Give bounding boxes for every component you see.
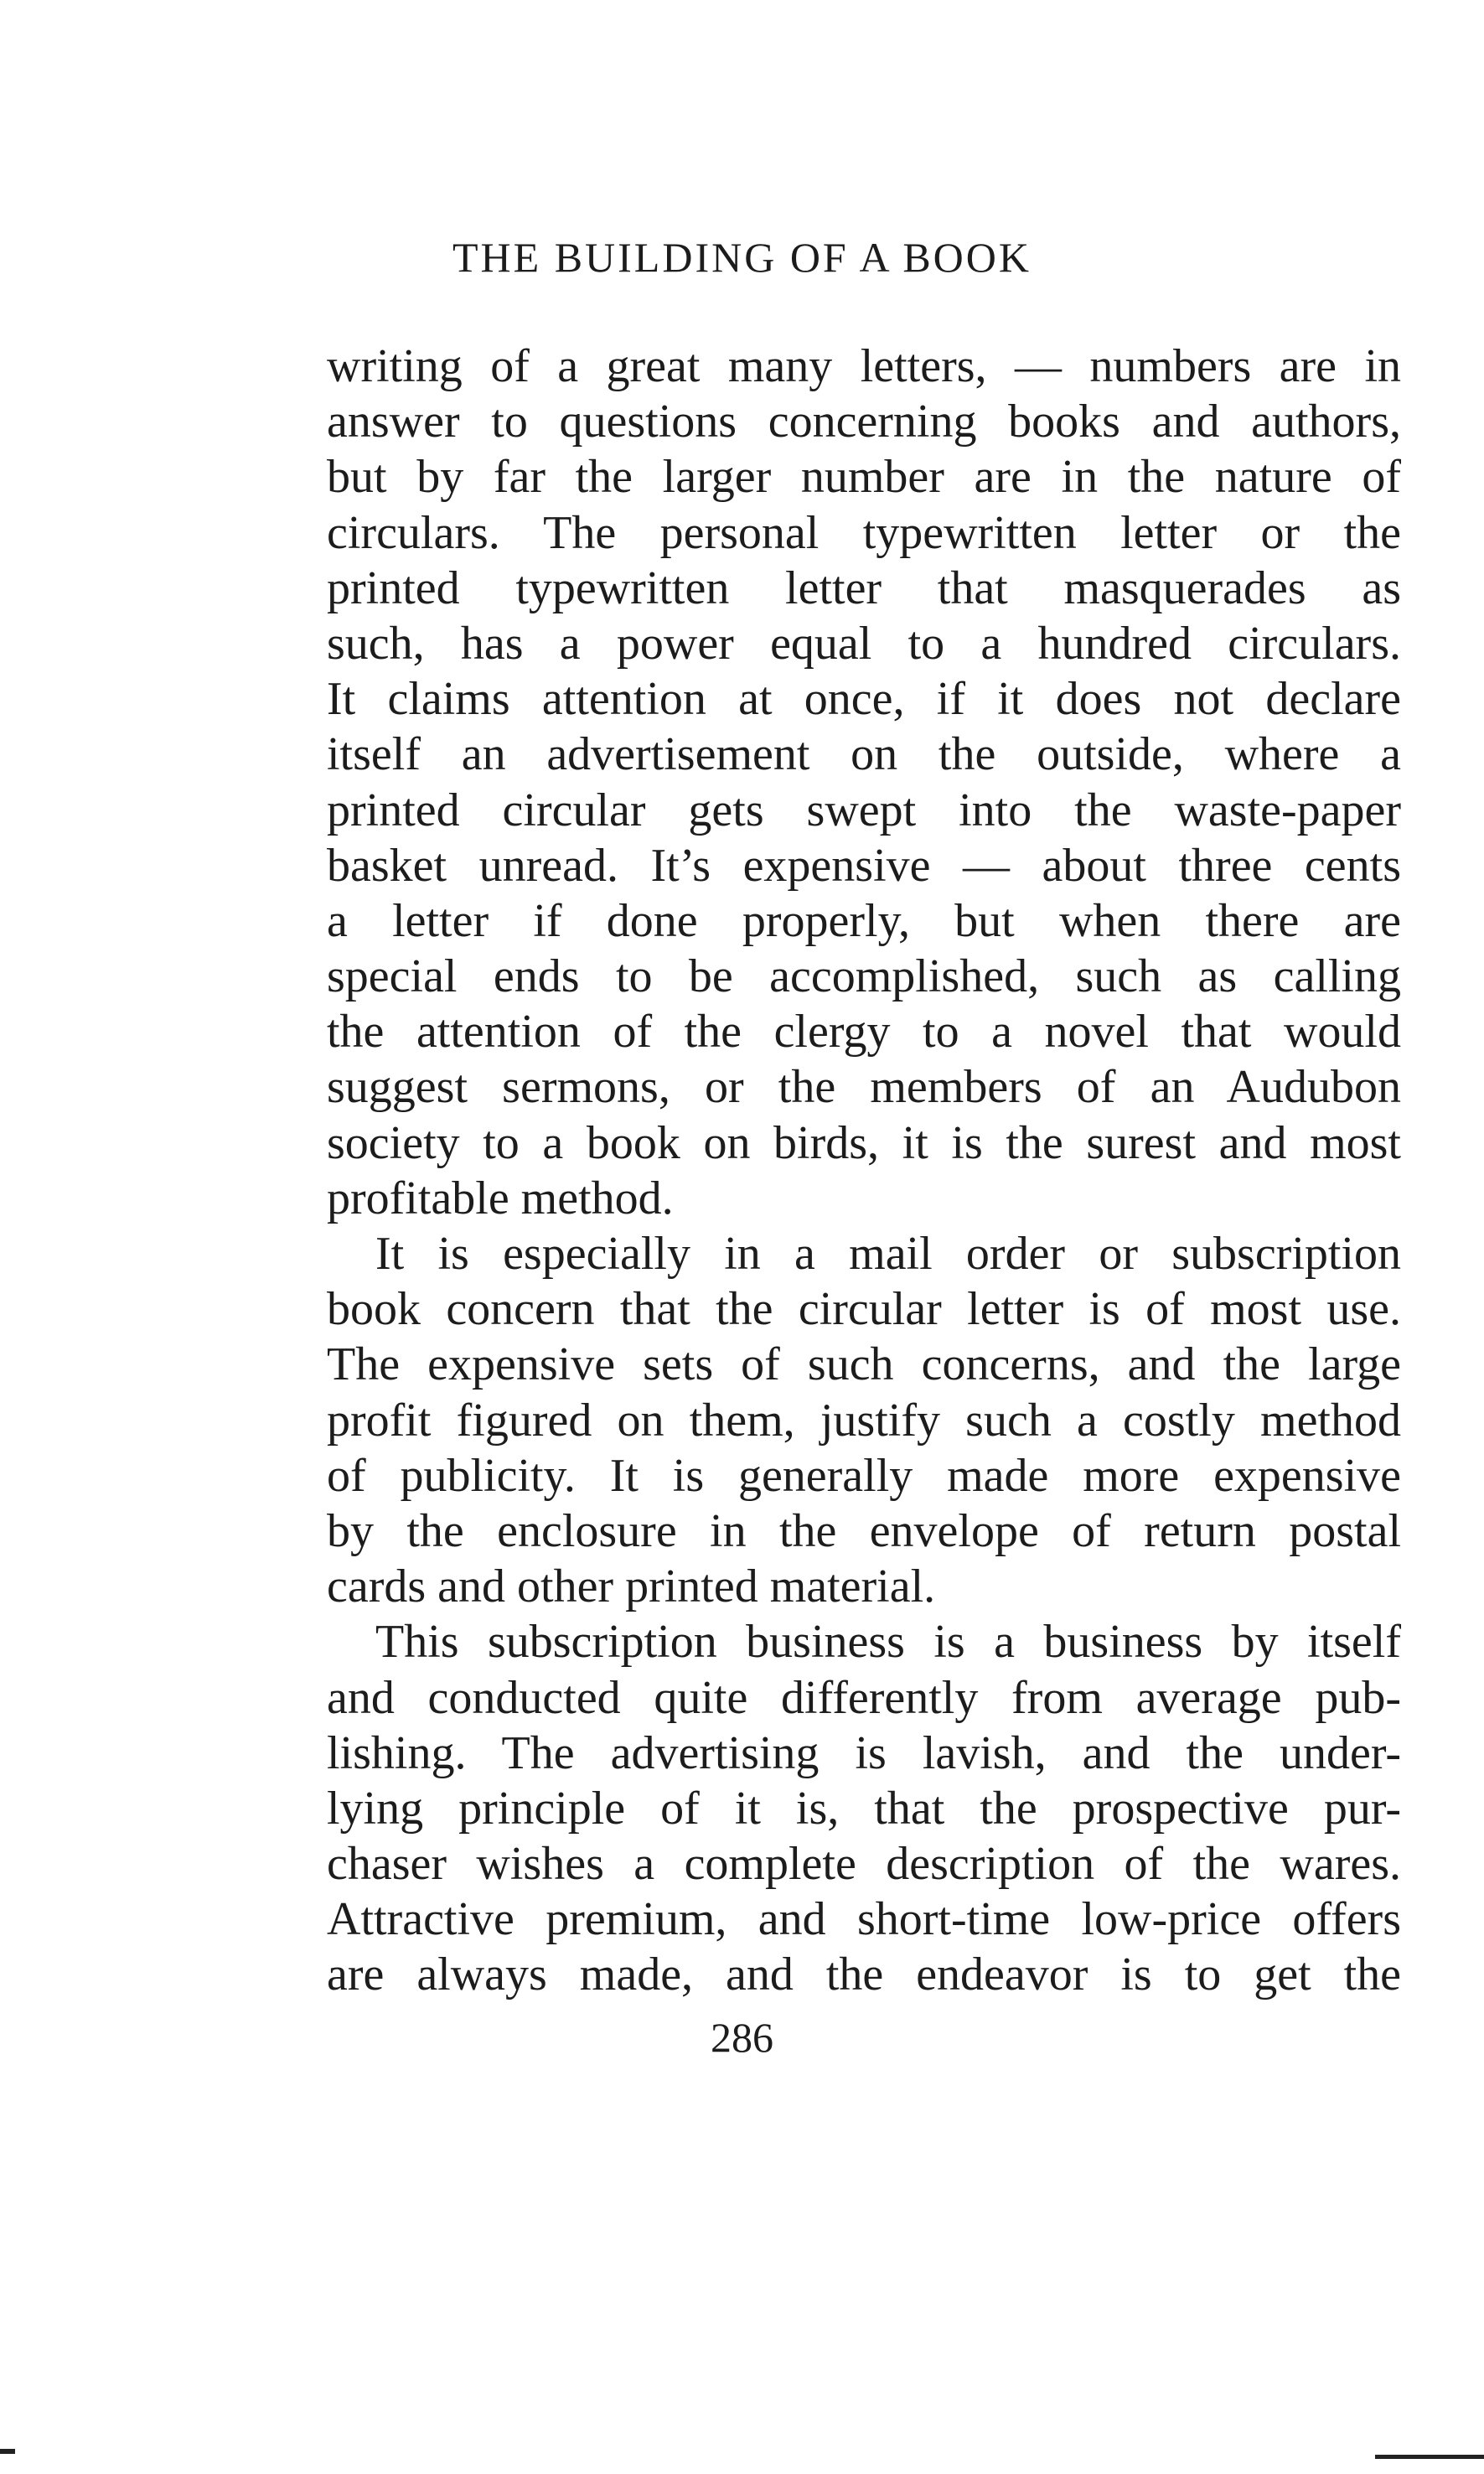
text-line: It claims attention at once, if it does not declare — [327, 673, 1401, 726]
text-line: such, has a power equal to a hundred circulars. — [327, 617, 1401, 670]
text-line: society to a book on birds, it is the surest and most — [327, 1116, 1401, 1169]
text-line: by the enclosure in the envelope of return postal — [327, 1504, 1401, 1557]
text-line: writing of a great many letters, — numbers are in — [327, 340, 1401, 392]
body-text — [327, 339, 1401, 2003]
text-line: suggest sermons, or the members of an Audubon — [327, 1061, 1401, 1114]
text-line: circulars. The personal typewritten letter or the — [327, 506, 1401, 559]
scan-edge-mark-right — [1375, 2455, 1484, 2459]
text-line: special ends to be accomplished, such as calling — [327, 950, 1401, 1003]
scan-edge-mark-left — [0, 2449, 15, 2454]
text-line: printed circular gets swept into the waste-paper — [327, 784, 1401, 836]
text-line: profit figured on them, justify such a costly method — [327, 1394, 1401, 1447]
text-line: book concern that the circular letter is of most use. — [327, 1283, 1401, 1336]
text-line: lishing. The advertising is lavish, and the under- — [327, 1726, 1401, 1779]
text-line: cards and other printed material. — [327, 1560, 936, 1613]
text-line: Attractive premium, and short-time low-price offers — [327, 1893, 1401, 1946]
text-line: The expensive sets of such concerns, and the large — [327, 1338, 1401, 1391]
text-line: This subscription business is a business by itself — [375, 1616, 1401, 1669]
text-line: a letter if done properly, but when there are — [327, 894, 1401, 947]
text-line: are always made, and the endeavor is to get the — [327, 1949, 1401, 2001]
text-line: answer to questions concerning books and authors, — [327, 396, 1401, 448]
page-number: 286 — [711, 2014, 773, 2061]
text-line: the attention of the clergy to a novel that would — [327, 1006, 1401, 1058]
text-line: lying principle of it is, that the prospective pur- — [327, 1782, 1401, 1835]
text-line: It is especially in a mail order or subscription — [375, 1228, 1401, 1280]
text-line: but by far the larger number are in the nature of — [327, 451, 1401, 504]
text-line: itself an advertisement on the outside, where a — [327, 728, 1401, 781]
text-line: of publicity. It is generally made more expensive — [327, 1449, 1401, 1502]
text-line: printed typewritten letter that masquerades as — [327, 562, 1401, 614]
text-line: chaser wishes a complete description of the wares. — [327, 1838, 1401, 1891]
text-line: basket unread. It’s expensive — about three cents — [327, 839, 1401, 892]
text-line: and conducted quite differently from average pub- — [327, 1671, 1401, 1724]
text-line: profitable method. — [327, 1172, 674, 1224]
running-header: THE BUILDING OF A BOOK — [452, 234, 1032, 281]
